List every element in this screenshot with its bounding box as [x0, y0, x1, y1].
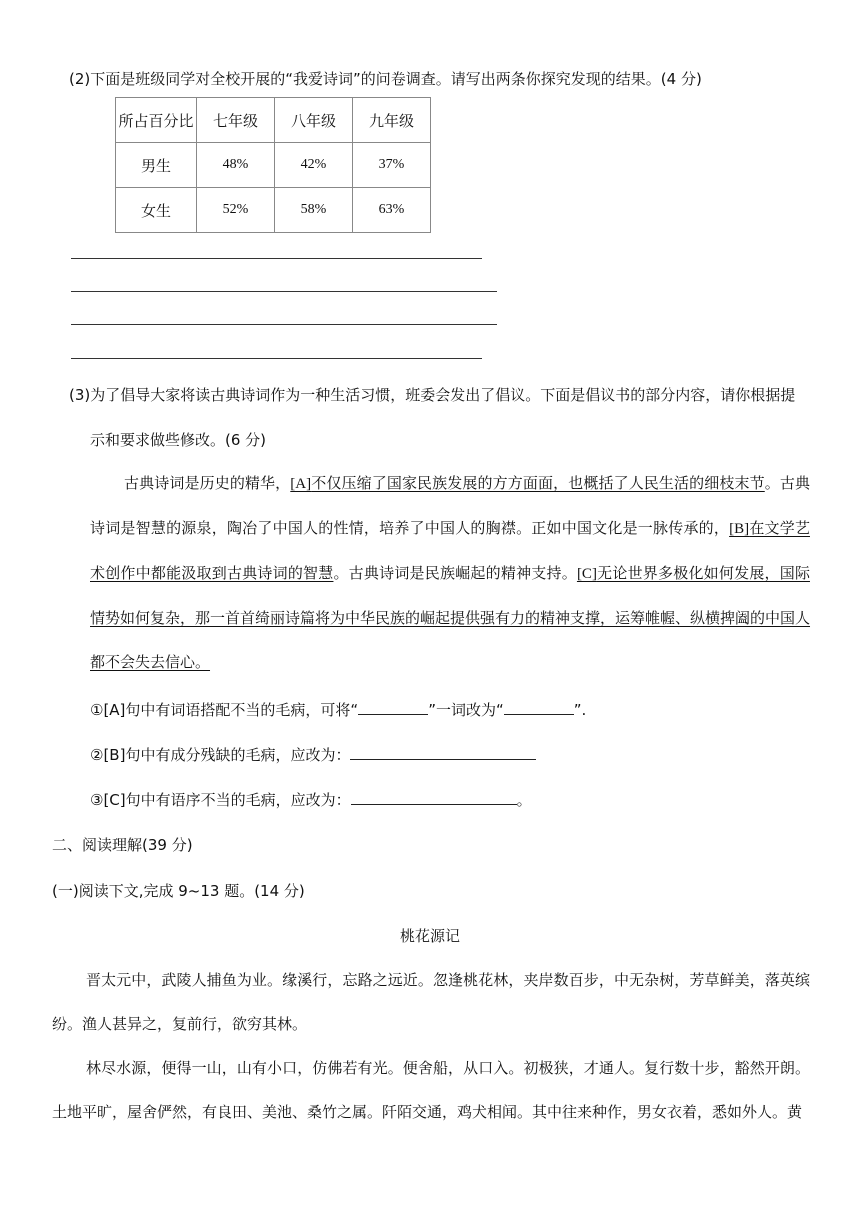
sentence-a-label: [A] — [290, 476, 312, 492]
sub3-text: 。 — [516, 791, 532, 809]
table-header-cell: 九年级 — [353, 98, 431, 143]
sub1-text: ”. — [573, 701, 587, 719]
table-header-cell: 七年级 — [197, 98, 275, 143]
article-title: 桃花源记 — [399, 927, 460, 945]
sub3-text: ③[C]句中有语序不当的毛病，应改为： — [90, 791, 351, 809]
table-cell: 37% — [353, 143, 431, 188]
table-row — [116, 143, 431, 188]
sentence-a: 不仅压缩了国家民族发展的方方面面，也概括了人民生活的细枝末节 — [311, 474, 765, 492]
table-cell: 58% — [275, 188, 353, 233]
table-cell: 52% — [197, 188, 275, 233]
q3-sub3 — [90, 789, 532, 810]
section-title: 二、阅读理解(39 分) — [52, 836, 193, 854]
passage-text: 。古典诗词是民族崛起的精神支持。 — [333, 564, 577, 582]
answer-line[interactable] — [71, 324, 497, 325]
table-cell: 48% — [197, 143, 275, 188]
answer-line[interactable] — [71, 291, 497, 292]
article-paragraph: 林尽水源，便得一山，山有小口，仿佛若有光。便舍船，从口入。初极狭，才通人。复行数十步，豁然开朗。土地平旷，屋舍俨然，有良田、美池、桑竹之属。阡陌交通，鸡犬相闻。其中往来种作，男女衣着，悉如外人。黄 — [52, 1059, 810, 1121]
q3-prompt-line2: 示和要求做些修改。(6 分) — [90, 431, 267, 449]
passage-text: 。古典诗词是智慧的源泉，陶冶了中国人的性情，培养了中国人的胸襟。正如中国文化是一脉传承的， — [90, 474, 810, 537]
sub1-text: ①[A]句中有词语搭配不当的毛病，可将“ — [90, 701, 359, 719]
sentence-c-label: [C] — [576, 566, 597, 582]
article-paragraph: 晋太元中，武陵人捕鱼为业。缘溪行，忘路之远近。忽逢桃花林，夹岸数百步，中无杂树，芳草鲜美，落英缤纷。渔人甚异之，复前行，欲穷其林。 — [52, 971, 810, 1033]
table-row — [116, 188, 431, 233]
answer-line[interactable] — [71, 258, 482, 259]
blank-field[interactable] — [350, 745, 536, 760]
blank-field[interactable] — [504, 700, 574, 715]
passage-text: 古典诗词是历史的精华， — [124, 474, 291, 492]
q3-passage — [90, 461, 810, 684]
sub2-text: ②[B]句中有成分残缺的毛病，应改为： — [90, 746, 351, 764]
sentence-b: 在文学艺术创作中都能汲取到古典诗词的智慧 — [90, 519, 810, 582]
sentence-c: 无论世界多极化如何发展，国际情势如何复杂，那一首首绮丽诗篇将为中华民族的崛起提供强有力的精神支撑，运筹帷幄、纵横捭阖的中国人都不会失去信心。 — [90, 564, 811, 671]
q3-sub2 — [90, 744, 536, 765]
blank-field[interactable] — [351, 790, 517, 805]
q2-prompt: (2)下面是班级同学对全校开展的“我爱诗词”的问卷调查。请写出两条你探究发现的结果。(4 分) — [69, 70, 702, 88]
q3-prompt-line1: (3)为了倡导大家将读古典诗词作为一种生活习惯，班委会发出了倡议。下面是倡议书的部分内容，请你根据提 — [69, 386, 796, 404]
sub1-text: ”一词改为“ — [428, 701, 504, 719]
table-cell: 63% — [353, 188, 431, 233]
table-cell: 女生 — [116, 188, 197, 233]
q3-sub1 — [90, 699, 586, 720]
blank-field[interactable] — [358, 700, 428, 715]
sentence-b-label: [B] — [729, 521, 750, 537]
table-header-row — [116, 98, 431, 143]
part-title: (一)阅读下文,完成 9~13 题。(14 分) — [52, 882, 305, 900]
survey-table — [115, 97, 431, 233]
table-cell: 男生 — [116, 143, 197, 188]
table-header-cell: 所占百分比 — [116, 98, 197, 143]
table-header-cell: 八年级 — [275, 98, 353, 143]
answer-line[interactable] — [71, 358, 482, 359]
table-cell: 42% — [275, 143, 353, 188]
